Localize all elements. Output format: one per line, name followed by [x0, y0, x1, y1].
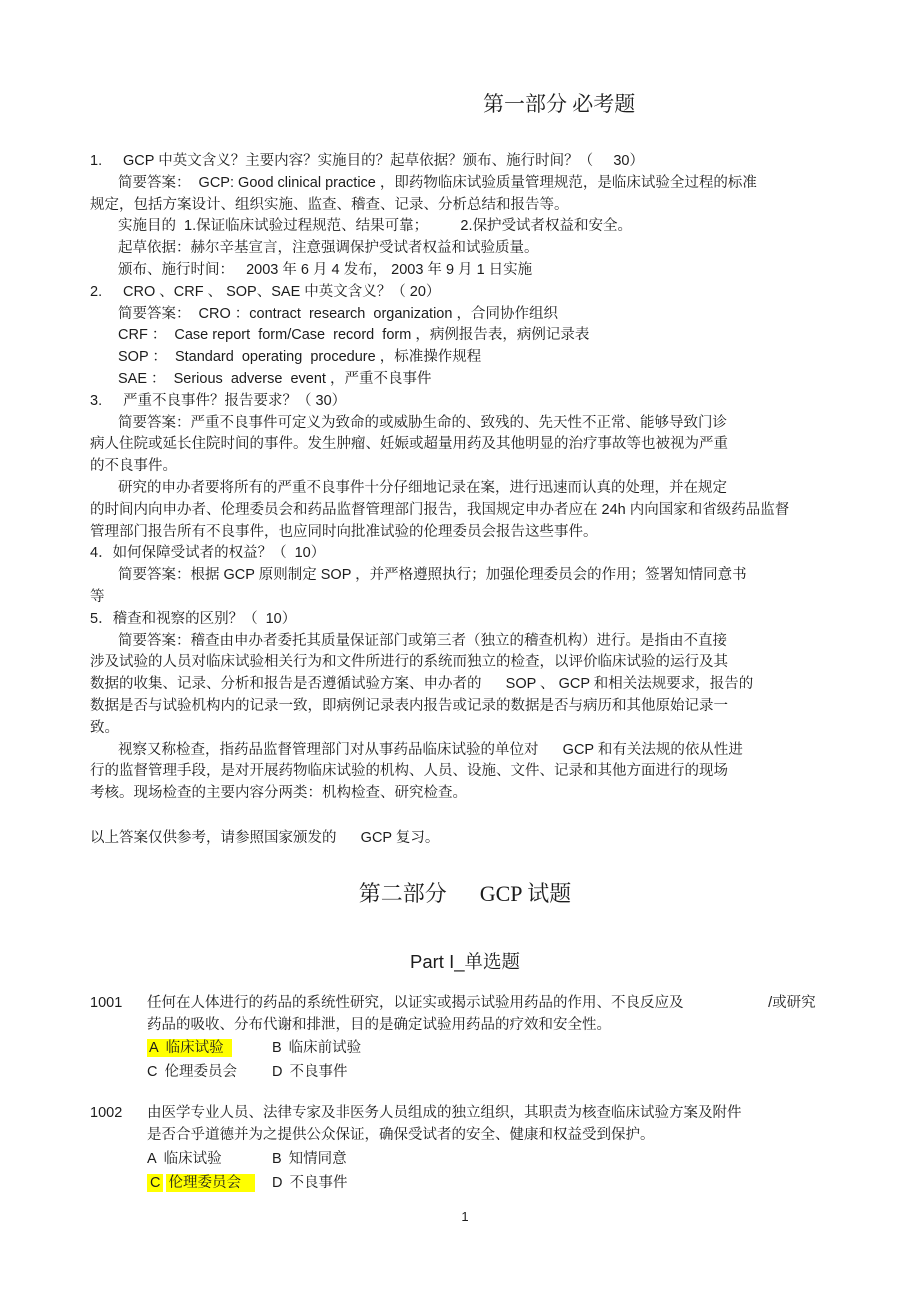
highlighted-answer [147, 1039, 232, 1057]
question-2-number: 2. [90, 283, 103, 300]
answer-line: 规定，包括方案设计、组织实施、监查、稽查、记录、分析总结和报告等。 [90, 196, 569, 213]
question-1002-text: 由医学专业人员、法律专家及非医务人员组成的独立组织，其职责为核查临床试验方案及附件 [147, 1105, 742, 1122]
option-letter: A [147, 1150, 157, 1167]
question-1001-number: 1001 [90, 994, 123, 1011]
answer-line: CRF ： Case report form/Case record form ，病例报告表，病例记录表 [118, 327, 590, 344]
question-1002-number: 1002 [90, 1105, 123, 1122]
option-letter: C [147, 1064, 158, 1081]
option-label: 临床前试验 [288, 1040, 362, 1057]
option-b [272, 1147, 347, 1171]
answer-line: 等 [90, 588, 105, 605]
question-2-text: CRO 、CRF 、 SOP、SAE 中英文含义？（ 20） [123, 283, 441, 300]
answer-line: 实施目的 1.保证临床试验过程规范、结果可靠； 2.保护受试者权益和安全。 [118, 218, 632, 235]
part1-body [90, 151, 840, 850]
option-letter: B [272, 1150, 282, 1167]
option-label: 知情同意 [288, 1150, 347, 1167]
question-1002 [90, 1103, 840, 1195]
question-1-number: 1. [90, 153, 103, 169]
option-label: 不良事件 [289, 1064, 348, 1081]
option-letter: D [272, 1064, 283, 1081]
options-row [147, 1171, 840, 1195]
closing-note: 以上答案仅供参考，请参照国家颁发的 GCP 复习。 [90, 829, 440, 846]
option-c [147, 1060, 272, 1084]
question-3-number: 3. [90, 392, 103, 409]
answer-line: 致。 [90, 719, 119, 736]
question-1002-body [147, 1103, 840, 1195]
answer-line: 的不良事件。 [90, 458, 177, 475]
answer-line: 研究的申办者要将所有的严重不良事件十分仔细地记录在案，进行迅速而认真的处理，并在规定 [118, 479, 727, 496]
question-1001-body [147, 993, 840, 1085]
option-label: 临床试验 [165, 1040, 224, 1057]
question-1001 [90, 993, 840, 1085]
answer-line: 简要答案：根据 GCP 原则制定 SOP ，并严格遵照执行；加强伦理委员会的作用；签署知情同意书 [118, 567, 747, 584]
highlighted-answer-label: 伦理委员会 [166, 1174, 255, 1192]
part2-subtitle: Part I_单选题 [410, 950, 520, 972]
answer-line: 的时间内向申办者、伦理委员会和药品监督管理部门报告，我国规定申办者应在 24h 内向国家和省级药品监督 [90, 501, 790, 518]
question-1-line [90, 151, 840, 173]
question-1001-text: 药品的吸收、分布代谢和排泄，目的是确定试验用药品的疗效和安全性。 [147, 1016, 611, 1033]
options-row [147, 1036, 840, 1060]
answer-line: 颁布、施行时间： 2003 年 6 月 4 发布， 2003 年 9 月 1 日实施 [118, 261, 533, 278]
answer-line: 数据的收集、记录、分析和报告是否遵循试验方案、申办者的 SOP 、 GCP 和相关法规要求，报告的 [90, 676, 754, 693]
answer-line: 起草依据：赫尔辛基宣言，注意强调保护受试者权益和试验质量。 [118, 240, 539, 257]
question-5-line: 5．稽查和视察的区别？（ 10） [90, 610, 297, 627]
answer-line: 简要答案：稽查由申办者委托其质量保证部门或第三者（独立的稽查机构）进行。是指由不直接 [118, 632, 727, 649]
question-1001-text: 任何在人体进行的药品的系统性研究，以证实或揭示试验用药品的作用、不良反应及 /或研究 [147, 994, 816, 1011]
answer-line: 简要答案： GCP: Good clinical practice ，即药物临床试验质量管理规范，是临床试验全过程的标准 [118, 174, 757, 191]
answer-line: 数据是否与试验机构内的记录一致，即病例记录表内报告或记录的数据是否与病历和其他原始记录一 [90, 697, 728, 714]
option-label: 伦理委员会 [164, 1064, 237, 1081]
part2-title: 第二部分 GCP 试题 [358, 880, 572, 906]
options-row [147, 1147, 840, 1171]
option-a [147, 1036, 272, 1060]
options-row [147, 1060, 840, 1084]
highlighted-answer-letter: C [147, 1174, 163, 1192]
part1-title: 第一部分 必考题 [483, 92, 636, 116]
answer-line: SOP ： Standard operating procedure ，标准操作规程 [118, 349, 482, 366]
option-label: 不良事件 [289, 1174, 348, 1191]
answer-line: SAE ： Serious adverse event ，严重不良事件 [118, 370, 432, 387]
question-4-line: 4．如何保障受试者的权益？（ 10） [90, 545, 326, 562]
answer-line: 视察又称检查，指药品监督管理部门对从事药品临床试验的单位对 GCP 和有关法规的依从性进 [118, 741, 743, 758]
option-b [272, 1036, 361, 1060]
page-number: 1 [461, 1208, 469, 1224]
answer-line: 管理部门报告所有不良事件，也应同时向批准试验的伦理委员会报告这些事件。 [90, 523, 598, 540]
option-a [147, 1147, 272, 1171]
question-1002-text: 是否合乎道德并为之提供公众保证，确保受试者的安全、健康和权益受到保护。 [147, 1127, 655, 1144]
answer-line: 考核。现场检查的主要内容分两类：机构检查、研究检查。 [90, 785, 467, 802]
option-d [272, 1171, 347, 1195]
option-c [147, 1171, 272, 1195]
answer-line: 涉及试验的人员对临床试验相关行为和文件所进行的系统而独立的检查，以评价临床试验的运行及其 [90, 654, 728, 671]
answer-line: 简要答案：严重不良事件可定义为致命的或威胁生命的、致残的、先天性不正常、能够导致门诊 [118, 414, 727, 431]
option-letter: D [272, 1174, 283, 1191]
answer-line: 简要答案： CRO ：contract research organization ，合同协作组织 [118, 305, 558, 322]
question-2-line [90, 282, 840, 304]
option-d [272, 1060, 347, 1084]
option-letter: B [272, 1040, 282, 1057]
option-label: 临床试验 [163, 1150, 222, 1167]
question-1-text: GCP 中英文含义？主要内容？实施目的？起草依据？颁布、施行时间？（ 30） [123, 153, 644, 169]
answer-line: 病人住院或延长住院时间的事件。发生肿瘤、妊娠或超量用药及其他明显的治疗事故等也被视为严重 [90, 436, 728, 453]
question-3-text: 严重不良事件？报告要求？（ 30） [123, 392, 347, 409]
answer-line: 行的监督管理手段，是对开展药物临床试验的机构、人员、设施、文件、记录和其他方面进行的现场 [90, 763, 728, 780]
question-3-line [90, 391, 840, 413]
option-letter: A [149, 1040, 159, 1057]
